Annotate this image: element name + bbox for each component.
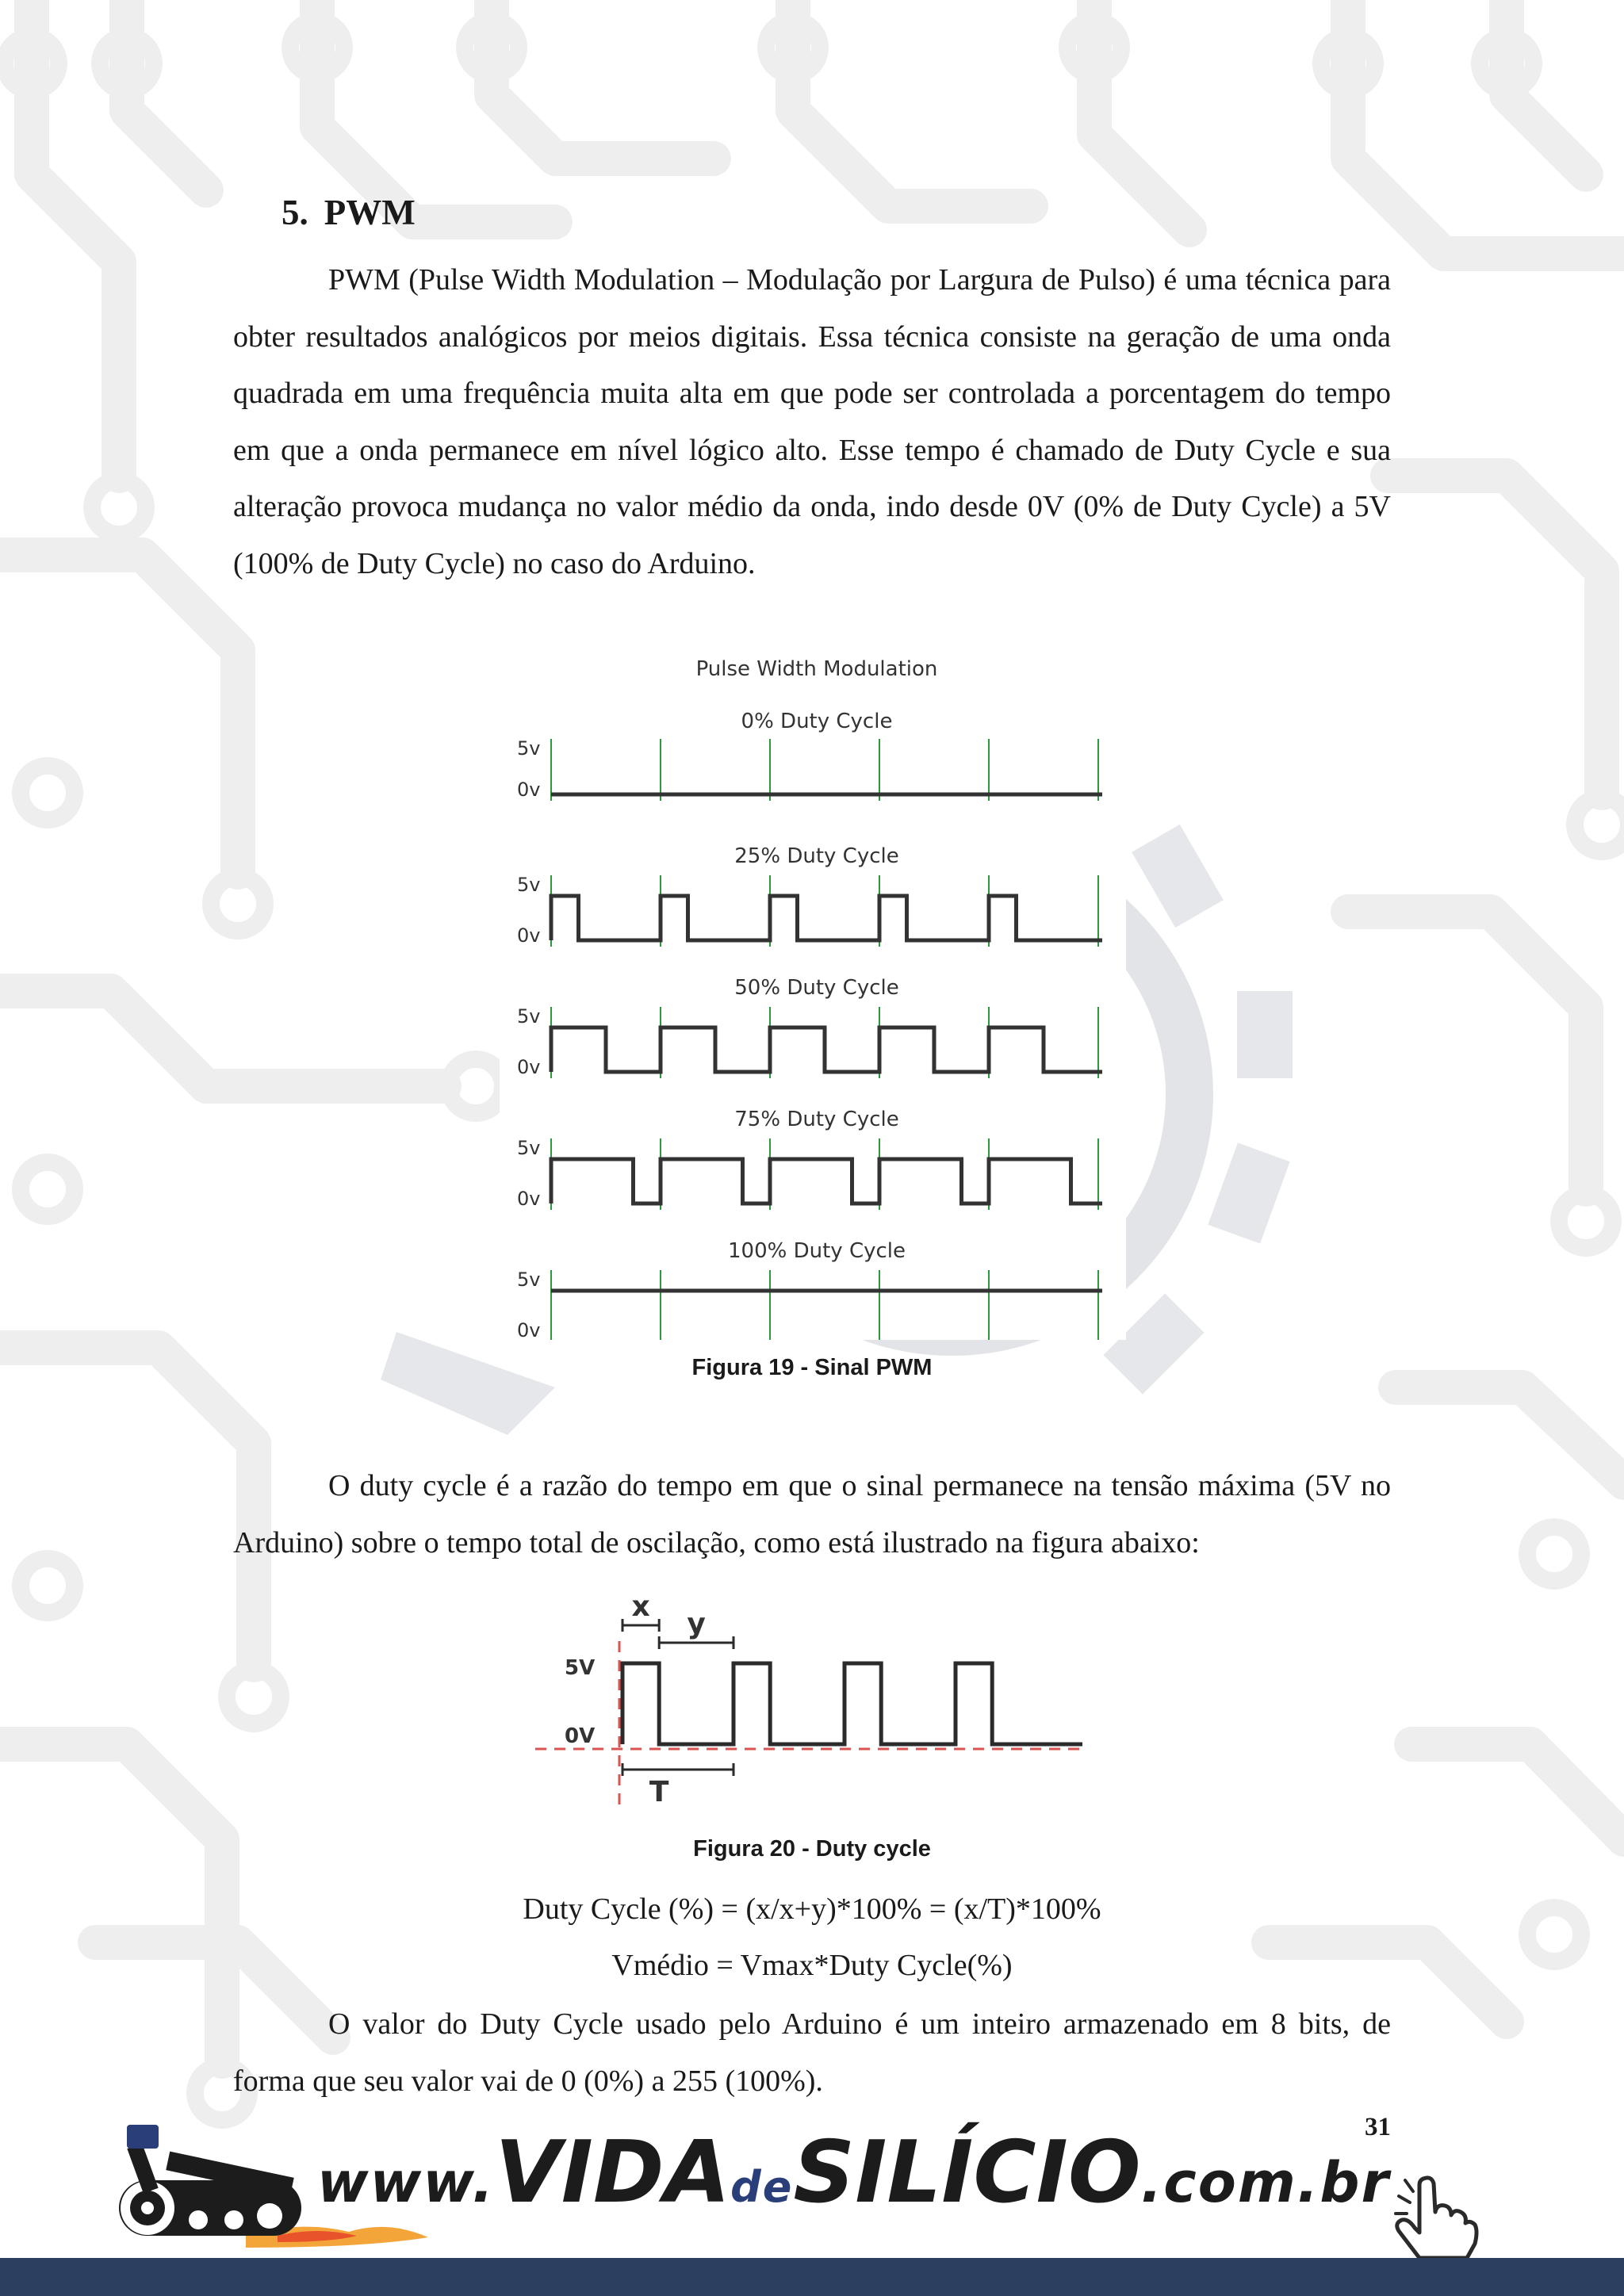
duty-panel-label: 25% Duty Cycle [734,844,899,868]
duty-panel-label: 100% Duty Cycle [728,1239,906,1263]
duty-cycle-figure [531,1586,1102,1816]
average-voltage-formula: Vmédio = Vmax*Duty Cycle(%) [611,1949,1013,1982]
low-level-label: 0v [517,1056,541,1078]
brand-silicio: SILÍCIO [793,2123,1141,2222]
pointer-hand-icon [1388,2172,1483,2260]
high-level-label: 5v [517,1005,541,1027]
low-voltage-label: 0V [565,1724,596,1748]
brand-de: de [730,2162,794,2212]
brand-domain: .com.br [1140,2150,1390,2215]
low-level-label: 0v [517,1188,541,1210]
website-brand [317,2123,1390,2222]
page-number: 31 [1365,2113,1391,2141]
section-number: 5. [282,193,308,232]
figure20-caption: Figura 20 - Duty cycle [693,1836,931,1862]
high-level-label: 5v [517,737,541,760]
section-heading [282,192,416,233]
intro-paragraph: PWM (Pulse Width Modulation – Modulação por Largura de Pulso) é uma técnica para obter resultados analógicos por meios digitais. Essa técnica consiste na geração de uma onda quadrada em uma frequência muita alta em que pode ser controlada a porcentagem do tempo em que a onda permanece em nível lógico alto. Esse tempo é chamado de Duty Cycle e sua alteração provoca mudança no valor médio da onda, indo desde 0V (0% de Duty Cycle) a 5V (100% de Duty Cycle) no caso do Arduino. [233,263,1391,580]
duty-panel-label: 75% Duty Cycle [734,1108,899,1131]
period-label: T [649,1776,669,1808]
brand-vida: VIDA [495,2123,731,2222]
high-level-label: 5v [517,874,541,896]
duty-cycle-paragraph: O duty cycle é a razão do tempo em que o sinal permanece na tensão máxima (5V no Arduino) sobre o tempo total de oscilação, como está ilustrado na figura abaixo: [233,1469,1391,1559]
duty-figure-background [531,1586,1102,1816]
section-title: PWM [324,193,416,232]
low-level-label: 0v [517,779,541,801]
high-voltage-label: 5V [565,1656,596,1680]
brand-www: www. [317,2150,496,2215]
y-label: y [687,1608,706,1640]
footer-bar [0,2258,1624,2296]
x-label: x [631,1590,650,1623]
duty-panel-label: 50% Duty Cycle [734,976,899,1000]
low-level-label: 0v [517,1319,541,1340]
high-level-label: 5v [517,1137,541,1159]
duty-panel-label: 0% Duty Cycle [741,710,893,733]
high-level-label: 5v [517,1269,541,1291]
low-level-label: 0v [517,924,541,947]
pwm-figure [500,650,1126,1340]
duty-cycle-formula: Duty Cycle (%) = (x/x+y)*100% = (x/T)*100% [523,1892,1101,1926]
pwm-figure-title: Pulse Width Modulation [695,657,938,681]
arduino-duty-paragraph: O valor do Duty Cycle usado pelo Arduino é um inteiro armazenado em 8 bits, de forma que seu valor vai de 0 (0%) a 255 (100%). [233,2007,1391,2098]
figure19-caption: Figura 19 - Sinal PWM [691,1355,933,1380]
